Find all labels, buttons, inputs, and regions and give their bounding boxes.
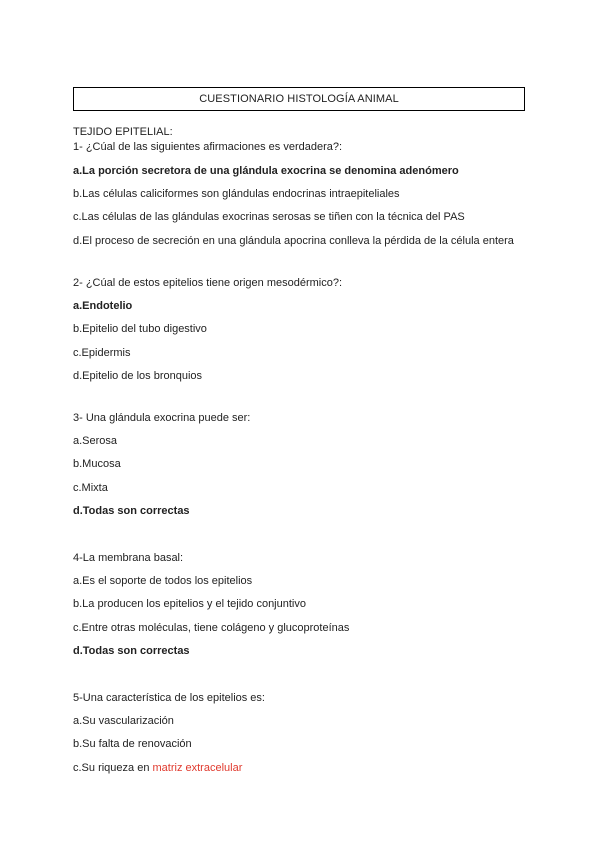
q1-option-b: b.Las células caliciformes son glándulas endocrinas intraepiteliales — [73, 188, 400, 200]
q1-option-d: d.El proceso de secreción en una glándula apocrina conlleva la pérdida de la célula entera — [73, 235, 514, 247]
section-label: TEJIDO EPITELIAL: — [73, 126, 173, 138]
q2-option-d: d.Epitelio de los bronquios — [73, 370, 203, 382]
question-5: 5-Una característica de los epitelios es: — [73, 692, 265, 704]
q4-option-b: b.La producen los epitelios y el tejido conjuntivo — [73, 598, 306, 610]
q1-option-c: c.Las células de las glándulas exocrinas serosas se tiñen con la técnica del PAS — [73, 211, 465, 223]
q2-option-a: a.Endotelio — [73, 300, 133, 312]
question-1: 1- ¿Cúal de las siguientes afirmaciones es verdadera?: — [73, 141, 343, 153]
q3-option-c: c.Mixta — [73, 482, 108, 494]
q3-option-a: a.Serosa — [73, 435, 118, 447]
q5-option-b: b.Su falta de renovación — [73, 738, 192, 750]
q1-option-a: a.La porción secretora de una glándula exocrina se denomina adenómero — [73, 165, 459, 177]
q5-option-c-text: c.Su riqueza en — [73, 762, 153, 774]
q2-option-c: c.Epidermis — [73, 347, 131, 359]
q2-option-b: b.Epitelio del tubo digestivo — [73, 323, 207, 335]
q3-option-b: b.Mucosa — [73, 458, 121, 470]
question-4: 4-La membrana basal: — [73, 552, 184, 564]
q4-option-a: a.Es el soporte de todos los epitelios — [73, 575, 253, 587]
document-title — [73, 87, 525, 111]
title-text: CUESTIONARIO HISTOLOGÍA ANIMAL — [199, 93, 399, 105]
q4-option-c: c.Entre otras moléculas, tiene colágeno y glucoproteínas — [73, 622, 350, 634]
q5-option-a: a.Su vascularización — [73, 715, 174, 727]
q5-option-c — [73, 762, 242, 774]
q3-option-d: d.Todas son correctas — [73, 505, 190, 517]
question-3: 3- Una glándula exocrina puede ser: — [73, 412, 251, 424]
q5-option-c-highlight: matriz extracelular — [152, 762, 243, 774]
q4-option-d: d.Todas son correctas — [73, 645, 190, 657]
question-2: 2- ¿Cúal de estos epitelios tiene origen mesodérmico?: — [73, 277, 343, 289]
